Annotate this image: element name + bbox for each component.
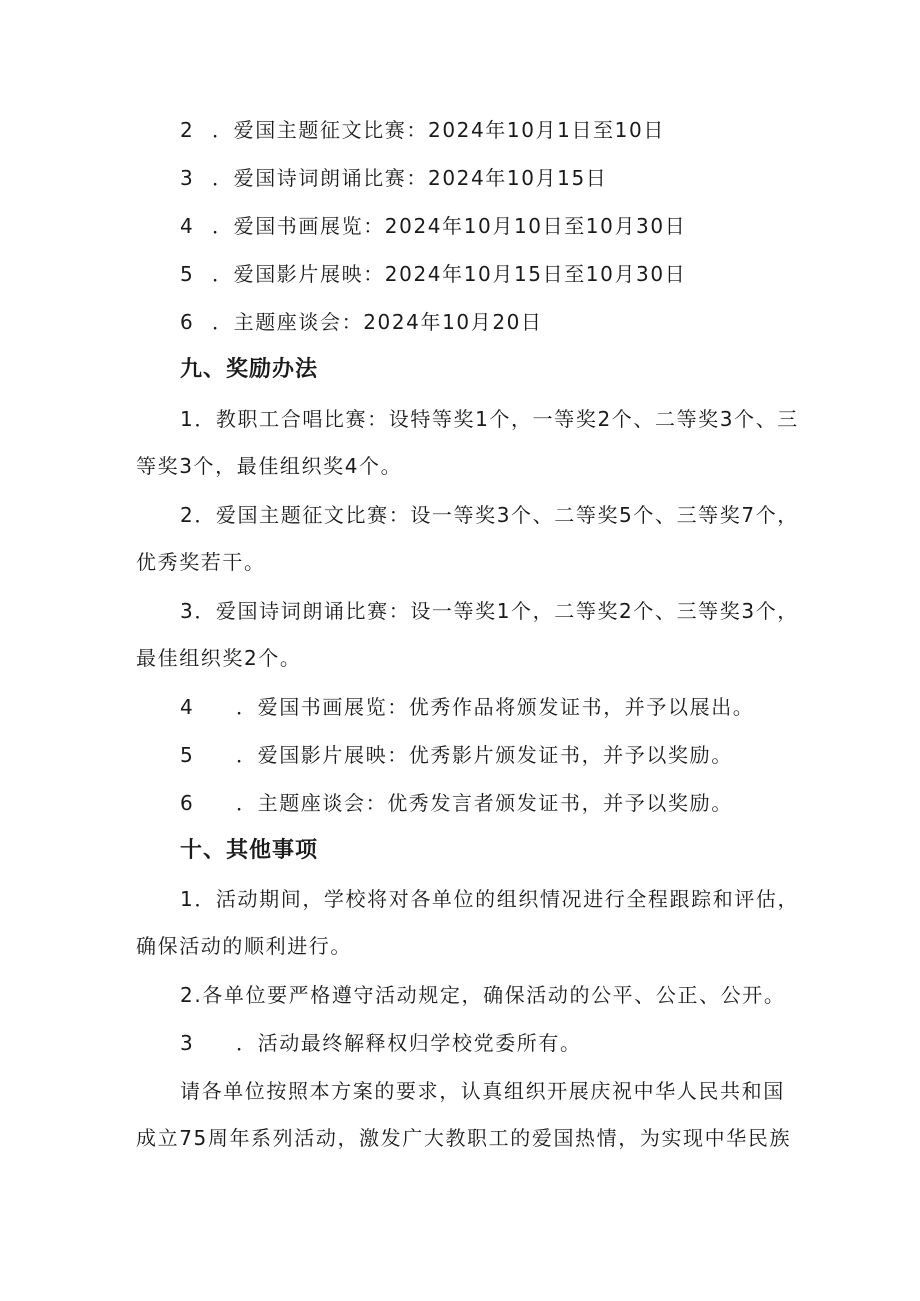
schedule-item-3-number: 3	[180, 166, 195, 190]
section-heading-other-matters: 十、其他事项	[180, 838, 319, 863]
reward-item-3-line-1: 3．爱国诗词朗诵比赛：设一等奖1个，二等奖2个、三等奖3个，	[180, 599, 799, 623]
schedule-item-2	[180, 116, 665, 144]
other-item-2: 2.各单位要严格遵守活动规定，确保活动的公平、公正、公开。	[180, 983, 786, 1007]
reward-item-4-number: 4	[180, 695, 195, 719]
schedule-item-3-text: ．爱国诗词朗诵比赛：2024年10月15日	[212, 166, 608, 190]
closing-paragraph-line-1: 请各单位按照本方案的要求，认真组织开展庆祝中华人民共和国	[180, 1079, 785, 1103]
schedule-item-6-number: 6	[180, 310, 195, 334]
schedule-item-5	[180, 260, 686, 288]
reward-item-1-line-1: 1．教职工合唱比赛：设特等奖1个，一等奖2个、二等奖3个、三	[180, 407, 799, 431]
schedule-item-6-text: ．主题座谈会：2024年10月20日	[212, 310, 543, 334]
reward-item-1-line-2: 等奖3个，最佳组织奖4个。	[136, 454, 403, 478]
schedule-item-4-number: 4	[180, 214, 195, 238]
schedule-item-2-number: 2	[180, 118, 195, 142]
reward-item-4	[180, 693, 754, 721]
reward-item-2-line-2: 优秀奖若干。	[136, 550, 266, 574]
schedule-item-6	[180, 308, 543, 336]
other-item-1-line-1: 1．活动期间，学校将对各单位的组织情况进行全程跟踪和评估，	[180, 887, 800, 911]
schedule-item-2-text: ．爱国主题征文比赛：2024年10月1日至10日	[212, 118, 665, 142]
reward-item-2-line-1: 2．爱国主题征文比赛：设一等奖3个、二等奖5个、三等奖7个，	[180, 503, 799, 527]
reward-item-5-text: ．爱国影片展映：优秀影片颁发证书，并予以奖励。	[236, 743, 733, 767]
reward-item-6	[180, 789, 733, 817]
other-item-1-line-2: 确保活动的顺利进行。	[136, 934, 352, 958]
section-heading-rewards: 九、奖励办法	[180, 357, 319, 382]
reward-item-6-number: 6	[180, 791, 195, 815]
schedule-item-4-text: ．爱国书画展览：2024年10月10日至10月30日	[212, 214, 687, 238]
schedule-item-4	[180, 212, 686, 240]
reward-item-5-number: 5	[180, 743, 195, 767]
reward-item-3-line-2: 最佳组织奖2个。	[136, 646, 302, 670]
other-item-3-number: 3	[180, 1031, 195, 1055]
schedule-item-5-number: 5	[180, 262, 195, 286]
closing-paragraph-line-2: 成立75周年系列活动，激发广大教职工的爱国热情，为实现中华民族	[136, 1126, 792, 1150]
other-item-3	[180, 1029, 582, 1057]
other-item-3-text: ．活动最终解释权归学校党委所有。	[236, 1031, 582, 1055]
reward-item-6-text: ．主题座谈会：优秀发言者颁发证书，并予以奖励。	[236, 791, 733, 815]
reward-item-5	[180, 741, 733, 769]
schedule-item-5-text: ．爱国影片展映：2024年10月15日至10月30日	[212, 262, 687, 286]
reward-item-4-text: ．爱国书画展览：优秀作品将颁发证书，并予以展出。	[236, 695, 755, 719]
schedule-item-3	[180, 164, 607, 192]
